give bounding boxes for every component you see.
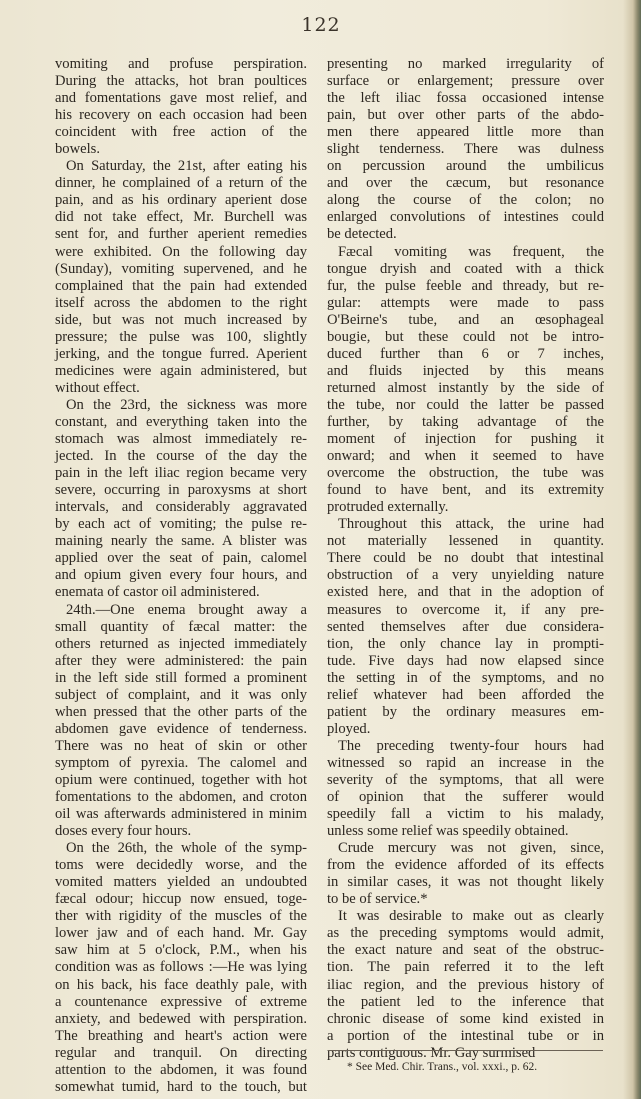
text-line: constant, and everything taken into the <box>55 413 307 430</box>
left-text-column <box>55 56 307 1096</box>
text-line: iliac region, and the previous history of <box>327 976 604 993</box>
text-line: O'Beirne's tube, and an œsophageal <box>327 311 604 328</box>
text-line: coincident with free action of the <box>55 124 307 141</box>
text-line: the left iliac fossa occasioned intense <box>327 90 604 107</box>
text-line: subject of complaint, and it was only <box>55 686 307 703</box>
text-line: abdomen gave evidence of tenderness. <box>55 720 307 737</box>
text-line: intervals, and considerably aggravated <box>55 499 307 516</box>
text-line: vomited matters yielded an undoubted <box>55 874 307 891</box>
text-line: others returned as injected immediately <box>55 635 307 652</box>
text-line: and fluids injected by this means <box>327 362 604 379</box>
text-line: to be of service.* <box>327 891 428 908</box>
text-line: toms were decidedly worse, and the <box>55 857 307 874</box>
text-line: jerking, and the tongue furred. Aperient <box>55 345 307 362</box>
text-line: and opium given every four hours, and <box>55 567 307 584</box>
page-number: 122 <box>301 14 341 36</box>
text-line: bowels. <box>55 141 100 158</box>
text-line: be detected. <box>327 226 397 243</box>
text-line: existed here, and that in the adoption of <box>327 584 604 601</box>
text-line: duced further than 6 or 7 inches, <box>327 345 604 362</box>
text-line: symptom of pyrexia. The calomel and <box>55 754 307 771</box>
text-line: Fæcal vomiting was frequent, the <box>338 243 604 260</box>
text-line: protruded externally. <box>327 499 449 516</box>
text-line: It was desirable to make out as clearly <box>338 908 604 925</box>
text-line: opium were continued, together with hot <box>55 771 307 788</box>
text-line: During the attacks, hot bran poultices <box>55 73 307 90</box>
text-line: his recovery on each occasion had been <box>55 107 307 124</box>
text-line: parts contiguous. Mr. Gay surmised <box>327 1044 536 1061</box>
text-line: doses every four hours. <box>55 823 192 840</box>
text-line: enemata of castor oil administered. <box>55 584 260 601</box>
text-line: tude. Five days had now elapsed since <box>327 652 604 669</box>
text-line: on percussion around the umbilicus <box>327 158 604 175</box>
text-line: in the left side still formed a prominent <box>55 669 307 686</box>
text-line: Crude mercury was not given, since, <box>338 840 604 857</box>
text-line: along the course of the colon; no <box>327 192 604 209</box>
text-line: On the 23rd, the sickness was more <box>66 396 307 413</box>
text-line: a portion of the intestinal tube or in <box>327 1027 604 1044</box>
text-line: dinner, he complained of a return of the <box>55 175 307 192</box>
text-line: from the evidence afforded of its effects <box>327 857 604 874</box>
text-line: onward; and when it seemed to have <box>327 448 604 465</box>
text-line: by each act of vomiting; the pulse re- <box>55 516 307 533</box>
text-line: pain, but over other parts of the abdo- <box>327 107 604 124</box>
text-line: ther with rigidity of the muscles of the <box>55 908 307 925</box>
text-line: anxiety, and bedewed with perspiration. <box>55 1010 307 1027</box>
text-line: fomentations to the abdomen, and croton <box>55 789 307 806</box>
text-line: unless some relief was speedily obtained. <box>327 823 569 840</box>
text-line: found to have bent, and its extremity <box>327 482 604 499</box>
text-line: tion, the only chance lay in prompti- <box>327 635 604 652</box>
text-line: pain in the left iliac region became very <box>55 465 307 482</box>
text-line: fæcal odour; hiccup now ensued, toge- <box>55 891 307 908</box>
text-line: and fomentations gave most relief, and <box>55 90 307 107</box>
text-line: somewhat tumid, hard to the touch, but <box>55 1078 307 1095</box>
text-line: sented themselves after due considera- <box>327 618 604 635</box>
text-line: surface or enlargement; pressure over <box>327 73 604 90</box>
text-line: ployed. <box>327 720 371 737</box>
text-line: obstruction of a very unyielding nature <box>327 567 604 584</box>
text-line: returned almost instantly by the side of <box>327 379 604 396</box>
right-text-column <box>327 56 604 1062</box>
text-line: condition was as follows :—He was lying <box>55 959 307 976</box>
text-line: tion. The pain referred it to the left <box>327 959 604 976</box>
text-line: the setting in of the symptoms, and no <box>327 669 604 686</box>
text-line: severity of the symptoms, that all were <box>327 771 604 788</box>
text-line: were exhibited. On the following day <box>55 243 307 260</box>
text-line: On the 26th, the whole of the symp- <box>66 840 307 857</box>
text-line: pain, and as his ordinary aperient dose <box>55 192 307 209</box>
text-line: lower jaw and of each hand. Mr. Gay <box>55 925 307 942</box>
text-line: sent for, and further aperient remedies <box>55 226 307 243</box>
text-line: gular: attempts were made to pass <box>327 294 604 311</box>
text-line: the exact nature and seat of the obstruc- <box>327 942 604 959</box>
text-line: overcome the obstruction, the tube was <box>327 465 604 482</box>
text-line: after they were administered: the pain <box>55 652 307 669</box>
text-line: oil was afterwards administered in minim <box>55 806 307 823</box>
text-line: complained that the pain had extended <box>55 277 307 294</box>
text-line: (Sunday), vomiting supervened, and he <box>55 260 307 277</box>
footnote: * See Med. Chir. Trans., vol. xxxi., p. 62. <box>347 1061 538 1073</box>
text-line: in similar cases, it was not thought likely <box>327 874 604 891</box>
text-line: applied over the seat of pain, calomel <box>55 550 307 567</box>
text-line: and over the cæcum, but resonance <box>327 175 604 192</box>
text-line: side, but was not much increased by <box>55 311 307 328</box>
text-line: slight tenderness. There was dulness <box>327 141 604 158</box>
text-line: the patient led to the inference that <box>327 993 604 1010</box>
text-line: There was no heat of skin or other <box>55 737 307 754</box>
text-line: enlarged convolutions of intestines could <box>327 209 604 226</box>
text-line: saw him at 5 o'clock, P.M., when his <box>55 942 307 959</box>
text-line: measures to overcome it, if any pre- <box>327 601 604 618</box>
text-line: tongue dryish and coated with a thick <box>327 260 604 277</box>
text-line: regular and tranquil. On directing <box>55 1044 307 1061</box>
text-line: did not take effect, Mr. Burchell was <box>55 209 307 226</box>
text-line: attention to the abdomen, it was found <box>55 1061 307 1078</box>
text-line: vomiting and profuse perspiration. <box>55 56 307 72</box>
text-line: 24th.—One enema brought away a <box>66 601 307 618</box>
text-line: witnessed so rapid an increase in the <box>327 754 604 771</box>
text-line: chronic disease of some kind existed in <box>327 1010 604 1027</box>
text-line: On Saturday, the 21st, after eating his <box>66 158 307 175</box>
text-line: a countenance expressive of extreme <box>55 993 307 1010</box>
text-line: when pressed that the other parts of the <box>55 703 307 720</box>
text-line: The preceding twenty-four hours had <box>338 737 604 754</box>
text-line: presenting no marked irregularity of <box>327 56 604 72</box>
text-line: relief whatever had been afforded the <box>327 686 604 703</box>
footnote-rule <box>328 1050 603 1051</box>
text-line: The breathing and heart's action were <box>55 1027 307 1044</box>
text-line: itself across the abdomen to the right <box>55 294 307 311</box>
text-line: small quantity of fæcal matter: the <box>55 618 307 635</box>
text-line: not materially lessened in quantity. <box>327 533 604 550</box>
text-line: Throughout this attack, the urine had <box>338 516 604 533</box>
text-line: medicines were again administered, but <box>55 362 307 379</box>
text-line: There could be no doubt that intestinal <box>327 550 604 567</box>
text-line: stomach was almost immediately re- <box>55 431 307 448</box>
text-line: pressure; the pulse was 100, slightly <box>55 328 307 345</box>
text-line: without effect. <box>55 379 140 396</box>
text-line: speedily fall a victim to his malady, <box>327 806 604 823</box>
text-line: moment of injection for pushing it <box>327 431 604 448</box>
text-line: maining nearly the same. A blister was <box>55 533 307 550</box>
text-line: patient by the ordinary measures em- <box>327 703 604 720</box>
page-edge-shadow <box>623 0 641 1099</box>
text-line: fur, the pulse feeble and thready, but re- <box>327 277 604 294</box>
text-line: further, by taking advantage of the <box>327 413 604 430</box>
text-line: as the preceding symptoms would admit, <box>327 925 604 942</box>
text-line: on his back, his face deathly pale, with <box>55 976 307 993</box>
text-line: of opinion that the sufferer would <box>327 789 604 806</box>
text-line: the tube, nor could the latter be passed <box>327 396 604 413</box>
text-line: men there appeared little more than <box>327 124 604 141</box>
text-line: severe, occurring in paroxysms at short <box>55 482 307 499</box>
text-line: jected. In the course of the day the <box>55 448 307 465</box>
text-line: bougie, but these could not be intro- <box>327 328 604 345</box>
